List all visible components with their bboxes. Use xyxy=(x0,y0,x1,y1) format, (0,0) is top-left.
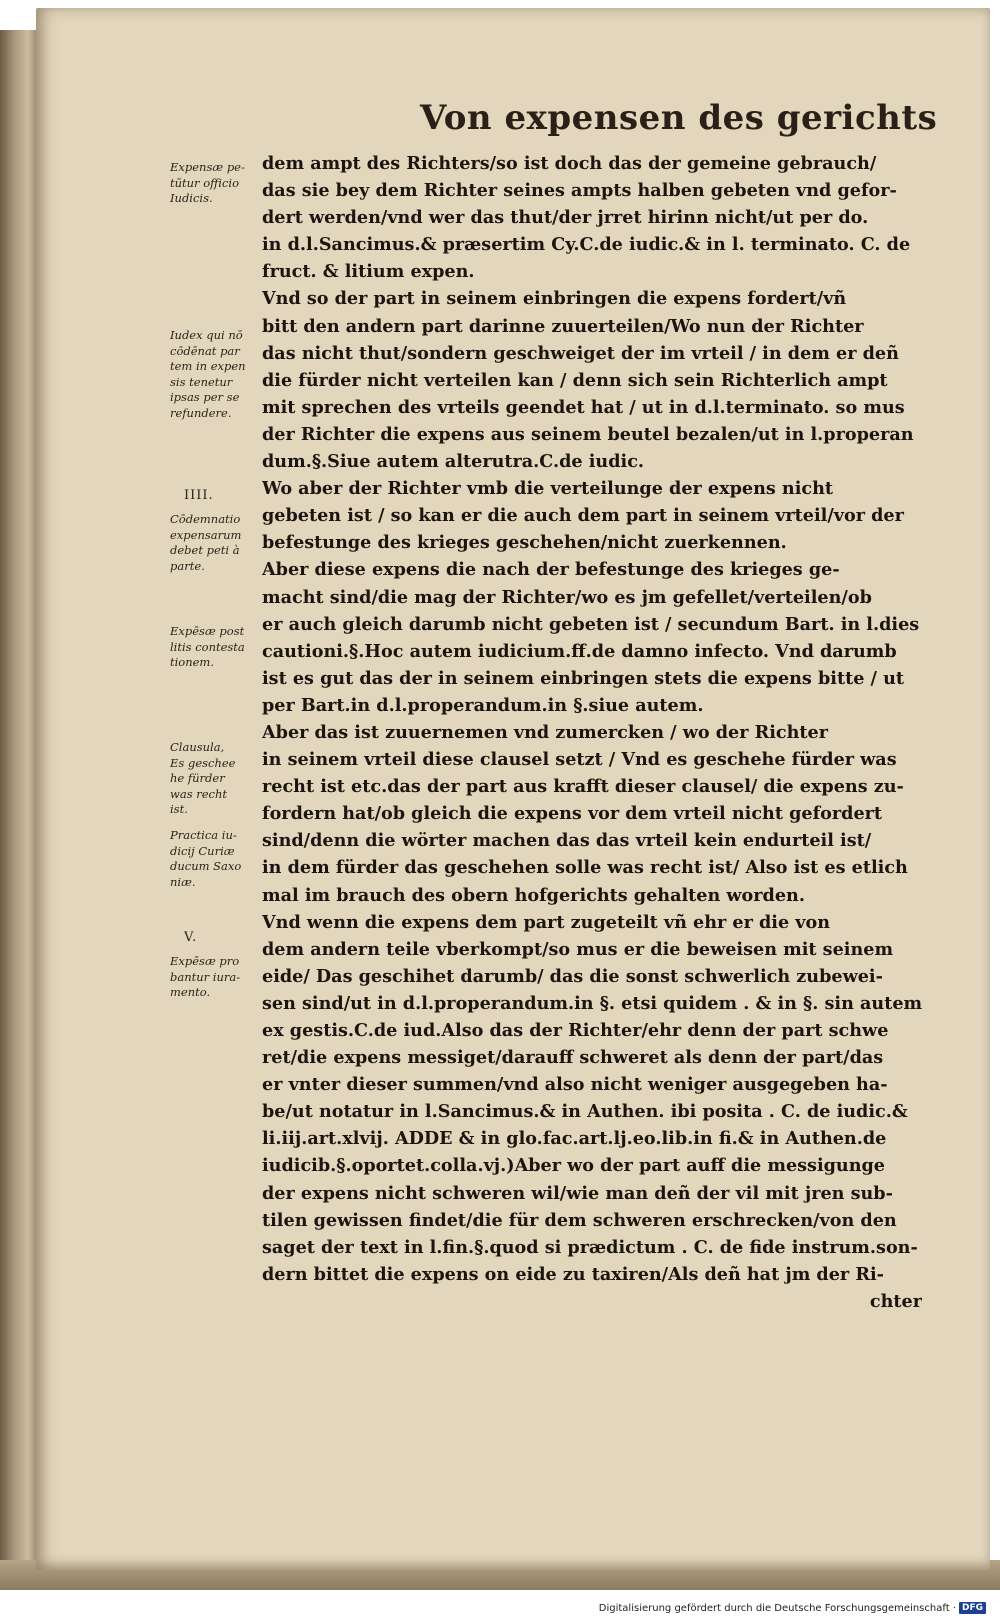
text-line: der expens nicht schweren wil/wie man deñ der vil mit jren sub- xyxy=(262,1182,893,1204)
text-line: Aber diese expens die nach der befestunge des krieges ge- xyxy=(262,559,840,581)
margin-note-line: was recht xyxy=(170,786,228,801)
margin-note xyxy=(170,512,265,574)
text-line: macht sind/die mag der Richter/wo es jm gefellet/verteilen/ob xyxy=(262,586,872,608)
digitization-credit xyxy=(599,1602,986,1614)
running-head: Von expensen des gerichts xyxy=(420,98,938,138)
text-line: in seinem vrteil diese clausel setzt / Vnd es geschehe fürder was xyxy=(262,749,897,771)
text-line: Aber das ist zuuernemen vnd zumercken / wo der Richter xyxy=(262,721,829,743)
text-line: das sie bey dem Richter seines ampts halben gebeten vnd gefor- xyxy=(262,180,897,202)
text-line: tilen gewissen findet/die für dem schweren erschrecken/von den xyxy=(262,1209,897,1231)
body-text xyxy=(262,150,922,1315)
credit-text: Digitalisierung gefördert durch die Deutsche Forschungsgemeinschaft · xyxy=(598,1602,956,1614)
text-line: saget der text in l.fin.§.quod si prædictum . C. de fide instrum.son- xyxy=(262,1236,918,1258)
margin-note-line: mento. xyxy=(170,985,211,999)
margin-note xyxy=(170,160,265,207)
book-page-edges xyxy=(0,30,40,1590)
text-line: dum.§.Siue autem alterutra.C.de iudic. xyxy=(262,451,645,473)
margin-note-line: ducum Saxo xyxy=(170,859,242,873)
text-line: ist es gut das der in seinem einbringen stets die expens bitte / ut xyxy=(262,667,904,689)
text-line: das nicht thut/sondern geschweiget der im vrteil / in dem er deñ xyxy=(262,342,899,364)
text-line: ex gestis.C.de iud.Also das der Richter/ehr denn der part schwe xyxy=(262,1020,889,1041)
text-line: eide/ Das geschihet darumb/ das die sonst schwerlich zubewei- xyxy=(262,965,883,987)
margin-note-line: Clausula, xyxy=(170,740,225,754)
text-line: dern bittet die expens on eide zu taxiren/Als deñ hat jm der Ri- xyxy=(262,1263,884,1285)
margin-note-line: Expēsæ pro xyxy=(170,954,240,968)
margin-note-line: Iudex qui nō xyxy=(170,328,243,342)
margin-note-line: Practica iu- xyxy=(170,828,237,842)
dfg-logo-icon: DFG xyxy=(959,1602,986,1614)
margin-note-line: Iudicis. xyxy=(170,191,213,205)
margin-note-line: ipsas per se xyxy=(170,390,240,404)
margin-note-line: Expēsæ post xyxy=(170,624,245,638)
margin-note-line: tūtur officio xyxy=(170,175,239,190)
margin-note-line: tionem. xyxy=(170,655,214,669)
margin-note xyxy=(170,828,265,890)
text-line: bitt den andern part darinne zuuerteilen/Wo nun der Richter xyxy=(262,315,864,337)
margin-note-line: debet peti à xyxy=(170,543,240,557)
text-line: Wo aber der Richter vmb die verteilunge der expens nicht xyxy=(262,478,834,500)
margin-note-line: Cōdemnatio xyxy=(170,512,241,526)
margin-note-line: parte. xyxy=(170,558,205,573)
text-line: er vnter dieser summen/vnd also nicht weniger ausgegeben ha- xyxy=(262,1074,888,1096)
margin-note-line: expensarum xyxy=(170,527,242,542)
text-line: chter xyxy=(869,1290,922,1312)
text-line: be/ut notatur in l.Sancimus.& in Authen. ibi posita . C. de iudic.& xyxy=(262,1101,908,1123)
text-line: er auch gleich darumb nicht gebeten ist / secundum Bart. in l.dies xyxy=(262,613,920,635)
text-line: cautioni.§.Hoc autem iudicium.ff.de damno infecto. Vnd darumb xyxy=(262,640,897,662)
text-line: in dem fürder das geschehen solle was recht ist/ Also ist es etlich xyxy=(262,857,908,879)
text-line: gebeten ist / so kan er die auch dem part in seinem vrteil/vor der xyxy=(262,505,904,527)
text-line: mit sprechen des vrteils geendet hat / ut in d.l.terminato. so mus xyxy=(262,396,905,418)
margin-note-line: Expensæ pe- xyxy=(170,160,245,174)
margin-note-line: ist. xyxy=(170,802,188,816)
margin-note-line: Es geschee xyxy=(170,755,236,770)
text-line: iudicib.§.oportet.colla.vj.)Aber wo der part auff die messigunge xyxy=(262,1155,886,1177)
margin-note xyxy=(170,624,265,671)
text-line: fruct. & litium expen. xyxy=(262,261,475,283)
text-line: befestunge des krieges geschehen/nicht zuerkennen. xyxy=(262,532,787,554)
text-line: Vnd so der part in seinem einbringen die expens fordert/vñ xyxy=(262,288,847,310)
text-line: in d.l.Sancimus.& præsertim Cy.C.de iudic.& in l. terminato. C. de xyxy=(262,234,911,256)
text-line: sind/denn die wörter machen das das vrteil kein endurteil ist/ xyxy=(262,830,872,852)
margin-note xyxy=(170,328,265,421)
text-line: sen sind/ut in d.l.properandum.in §. etsi quidem . & in §. sin autem xyxy=(262,992,922,1014)
text-line: mal im brauch des obern hofgerichts gehalten worden. xyxy=(262,884,805,906)
text-line: recht ist etc.das der part aus krafft dieser clausel/ die expens zu- xyxy=(262,776,904,798)
text-line: dem andern teile vberkompt/so mus er die beweisen mit seinem xyxy=(262,938,894,960)
margin-note-line: sis tenetur xyxy=(170,374,233,389)
margin-note-line: niæ. xyxy=(170,874,196,889)
margin-note-line: refundere. xyxy=(170,405,232,420)
text-line: per Bart.in d.l.properandum.in §.siue autem. xyxy=(262,694,704,716)
text-line: die fürder nicht verteilen kan / denn sich sein Richterlich ampt xyxy=(262,369,888,391)
text-line: dert werden/vnd wer das thut/der jrret hirinn nicht/ut per do. xyxy=(262,207,869,229)
margin-note xyxy=(170,954,265,1001)
margin-note-line: bantur iura- xyxy=(170,969,241,984)
margin-note-line: litis contesta xyxy=(170,639,245,654)
margin-note-line: he fürder xyxy=(170,771,225,785)
margin-note xyxy=(170,740,265,818)
margin-note-line: IIII. xyxy=(184,488,214,503)
text-line: ret/die expens messiget/darauff schweret als denn der part/das xyxy=(262,1047,884,1069)
margin-note-line: V. xyxy=(184,930,198,945)
margin-note-line: dicij Curiæ xyxy=(170,843,235,858)
text-line: dem ampt des Richters/so ist doch das der gemeine gebrauch/ xyxy=(262,153,877,174)
text-line: Vnd wenn die expens dem part zugeteilt vñ ehr er die von xyxy=(262,911,831,933)
margin-note-line: cōdēnat par xyxy=(170,343,240,358)
text-line: fordern hat/ob gleich die expens vor dem vrteil nicht gefordert xyxy=(262,803,883,825)
margin-note-line: tem in expen xyxy=(170,359,246,373)
text-line: der Richter die expens aus seinem beutel bezalen/ut in l.properan xyxy=(262,423,914,445)
text-line: li.iij.art.xlvij. ADDE & in glo.fac.art.lj.eo.lib.in fi.& in Authen.de xyxy=(262,1128,887,1150)
